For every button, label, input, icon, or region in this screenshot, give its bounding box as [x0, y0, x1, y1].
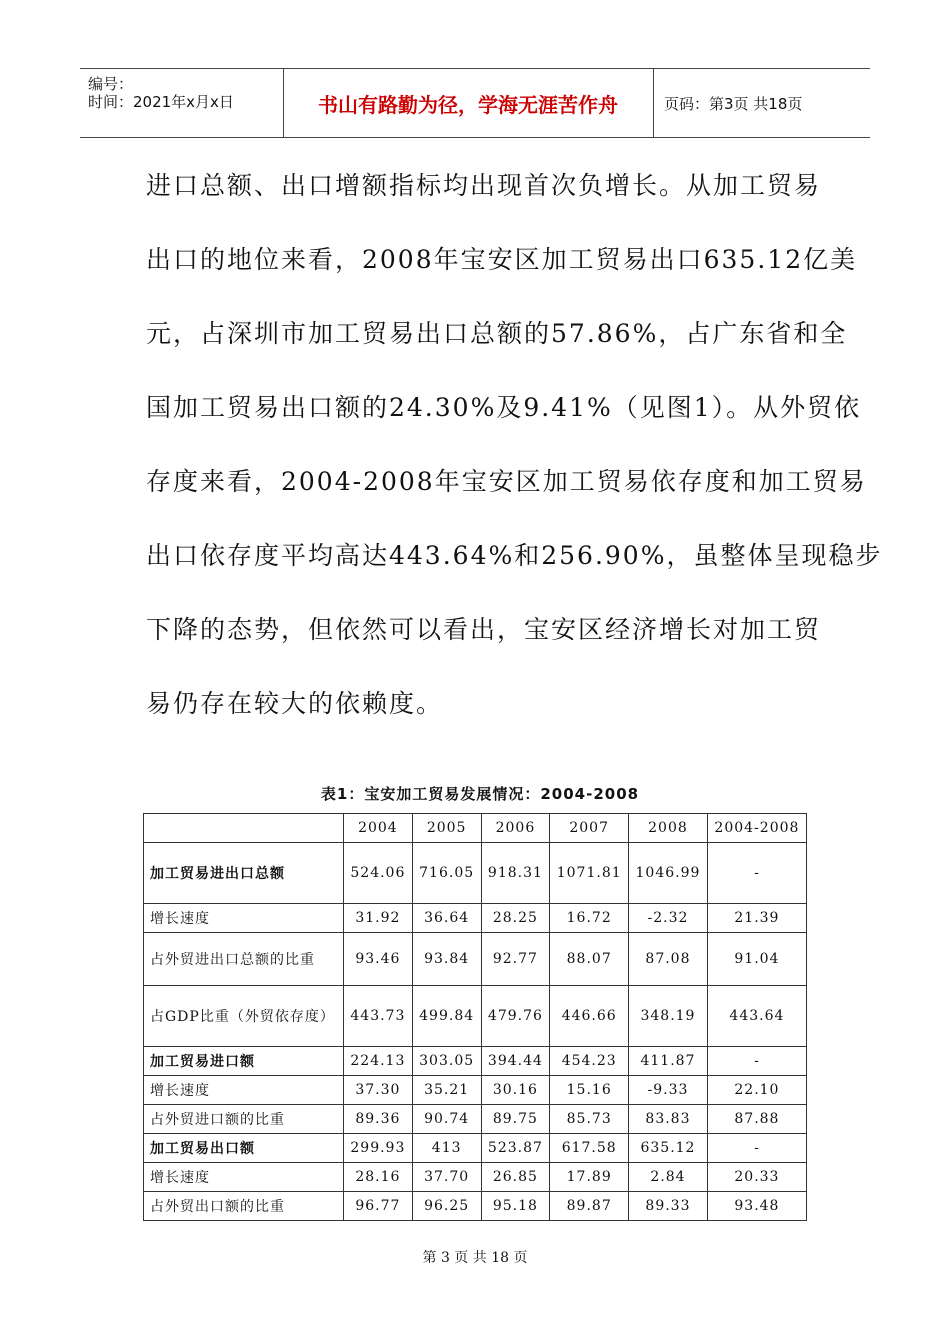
table-cell: 411.87: [629, 1047, 708, 1076]
table-cell: -: [707, 1134, 806, 1163]
header-meta: [80, 69, 284, 137]
table-cell: 1046.99: [629, 843, 708, 904]
header-page-info: 页码：第3页 共18页: [664, 94, 803, 113]
table-cell: 89.75: [481, 1105, 550, 1134]
table-cell: 20.33: [707, 1163, 806, 1192]
table-cell: 443.64: [707, 986, 806, 1047]
table-cell: 17.89: [550, 1163, 629, 1192]
table-row: [144, 1163, 807, 1192]
header-motto: 书山有路勤为径，学海无涯苦作舟: [283, 69, 654, 137]
table-cell: -2.32: [629, 904, 708, 933]
header-cell: [144, 814, 344, 843]
table-row: [144, 1192, 807, 1221]
table-row: [144, 1134, 807, 1163]
row-label: 占外贸进出口总额的比重: [144, 933, 344, 986]
table-cell: 28.25: [481, 904, 550, 933]
number-label: 编号：: [88, 75, 134, 93]
table-cell: 89.87: [550, 1192, 629, 1221]
table-cell: 224.13: [344, 1047, 413, 1076]
paragraph-line: 下降的态势，但依然可以看出，宝安区经济增长对加工贸: [146, 615, 822, 644]
header-cell: 2005: [412, 814, 481, 843]
table-cell: 16.72: [550, 904, 629, 933]
row-label: 占外贸进口额的比重: [144, 1105, 344, 1134]
table-cell: 299.93: [344, 1134, 413, 1163]
table-cell: 30.16: [481, 1076, 550, 1105]
row-label: 加工贸易进口额: [144, 1047, 344, 1076]
table-row: [144, 933, 807, 986]
data-table: [143, 813, 807, 1221]
table-cell: 2.84: [629, 1163, 708, 1192]
table-cell: 21.39: [707, 904, 806, 933]
table-cell: 394.44: [481, 1047, 550, 1076]
table-cell: 96.25: [412, 1192, 481, 1221]
table-cell: 93.46: [344, 933, 413, 986]
table-row: [144, 1076, 807, 1105]
table-cell: 90.74: [412, 1105, 481, 1134]
table-cell: 28.16: [344, 1163, 413, 1192]
row-label: 增长速度: [144, 904, 344, 933]
table-cell: 22.10: [707, 1076, 806, 1105]
paragraph-line: 易仍存在较大的依赖度。: [146, 689, 444, 718]
table-cell: 15.16: [550, 1076, 629, 1105]
table-cell: 37.30: [344, 1076, 413, 1105]
table-cell: 303.05: [412, 1047, 481, 1076]
table-cell: 91.04: [707, 933, 806, 986]
paragraph-line: 国加工贸易出口额的24.30%及9.41%（见图1）。从外贸依: [146, 393, 862, 422]
table-cell: 716.05: [412, 843, 481, 904]
table-cell: 1071.81: [550, 843, 629, 904]
row-label: 加工贸易进出口总额: [144, 843, 344, 904]
table-row: [144, 904, 807, 933]
table-cell: 93.84: [412, 933, 481, 986]
paragraph-line: 出口的地位来看，2008年宝安区加工贸易出口635.12亿美: [146, 245, 858, 274]
table-cell: 617.58: [550, 1134, 629, 1163]
row-label: 占外贸出口额的比重: [144, 1192, 344, 1221]
header-cell: 2008: [629, 814, 708, 843]
table-cell: 89.36: [344, 1105, 413, 1134]
table-cell: 93.48: [707, 1192, 806, 1221]
table-row: [144, 843, 807, 904]
table-cell: 36.64: [412, 904, 481, 933]
table-cell: 479.76: [481, 986, 550, 1047]
row-label: 增长速度: [144, 1076, 344, 1105]
body-paragraph: [146, 162, 883, 754]
row-label: 增长速度: [144, 1163, 344, 1192]
table-cell: 918.31: [481, 843, 550, 904]
page-header: [80, 68, 870, 138]
header-cell: 2004-2008: [707, 814, 806, 843]
table-cell: 635.12: [629, 1134, 708, 1163]
table-cell: 37.70: [412, 1163, 481, 1192]
row-label: 加工贸易出口额: [144, 1134, 344, 1163]
row-label: 占GDP比重（外贸依存度）: [144, 986, 344, 1047]
table-cell: 92.77: [481, 933, 550, 986]
table-row: [144, 986, 807, 1047]
table-cell: 88.07: [550, 933, 629, 986]
table-cell: 446.66: [550, 986, 629, 1047]
table-cell: 89.33: [629, 1192, 708, 1221]
time-label: 时间：2021年x月x日: [88, 93, 234, 111]
table-cell: 96.77: [344, 1192, 413, 1221]
page-footer: 第 3 页 共 18 页: [422, 1250, 528, 1266]
paragraph-line: 进口总额、出口增额指标均出现首次负增长。从加工贸易: [146, 171, 822, 200]
table-cell: 523.87: [481, 1134, 550, 1163]
table-cell: 83.83: [629, 1105, 708, 1134]
table-cell: 413: [412, 1134, 481, 1163]
table-cell: 499.84: [412, 986, 481, 1047]
paragraph-line: 存度来看，2004-2008年宝安区加工贸易依存度和加工贸易: [146, 467, 867, 496]
table-row: [144, 1047, 807, 1076]
table-cell: 35.21: [412, 1076, 481, 1105]
header-cell: 2006: [481, 814, 550, 843]
paragraph-line: 出口依存度平均高达443.64%和256.90%，虽整体呈现稳步: [146, 541, 883, 570]
table-cell: -: [707, 1047, 806, 1076]
table-row: [144, 1105, 807, 1134]
table-cell: 348.19: [629, 986, 708, 1047]
header-cell: 2007: [550, 814, 629, 843]
paragraph-line: 元，占深圳市加工贸易出口总额的57.86%，占广东省和全: [146, 319, 848, 348]
header-cell: 2004: [344, 814, 413, 843]
table-cell: 26.85: [481, 1163, 550, 1192]
table-cell: 87.88: [707, 1105, 806, 1134]
table-header-row: [144, 814, 807, 843]
table-cell: -9.33: [629, 1076, 708, 1105]
table-cell: 31.92: [344, 904, 413, 933]
table-cell: 87.08: [629, 933, 708, 986]
table-cell: -: [707, 843, 806, 904]
table-cell: 454.23: [550, 1047, 629, 1076]
table-cell: 524.06: [344, 843, 413, 904]
table-cell: 95.18: [481, 1192, 550, 1221]
table-cell: 443.73: [344, 986, 413, 1047]
table-cell: 85.73: [550, 1105, 629, 1134]
table-caption: 表1：宝安加工贸易发展情况：2004-2008: [320, 785, 640, 803]
